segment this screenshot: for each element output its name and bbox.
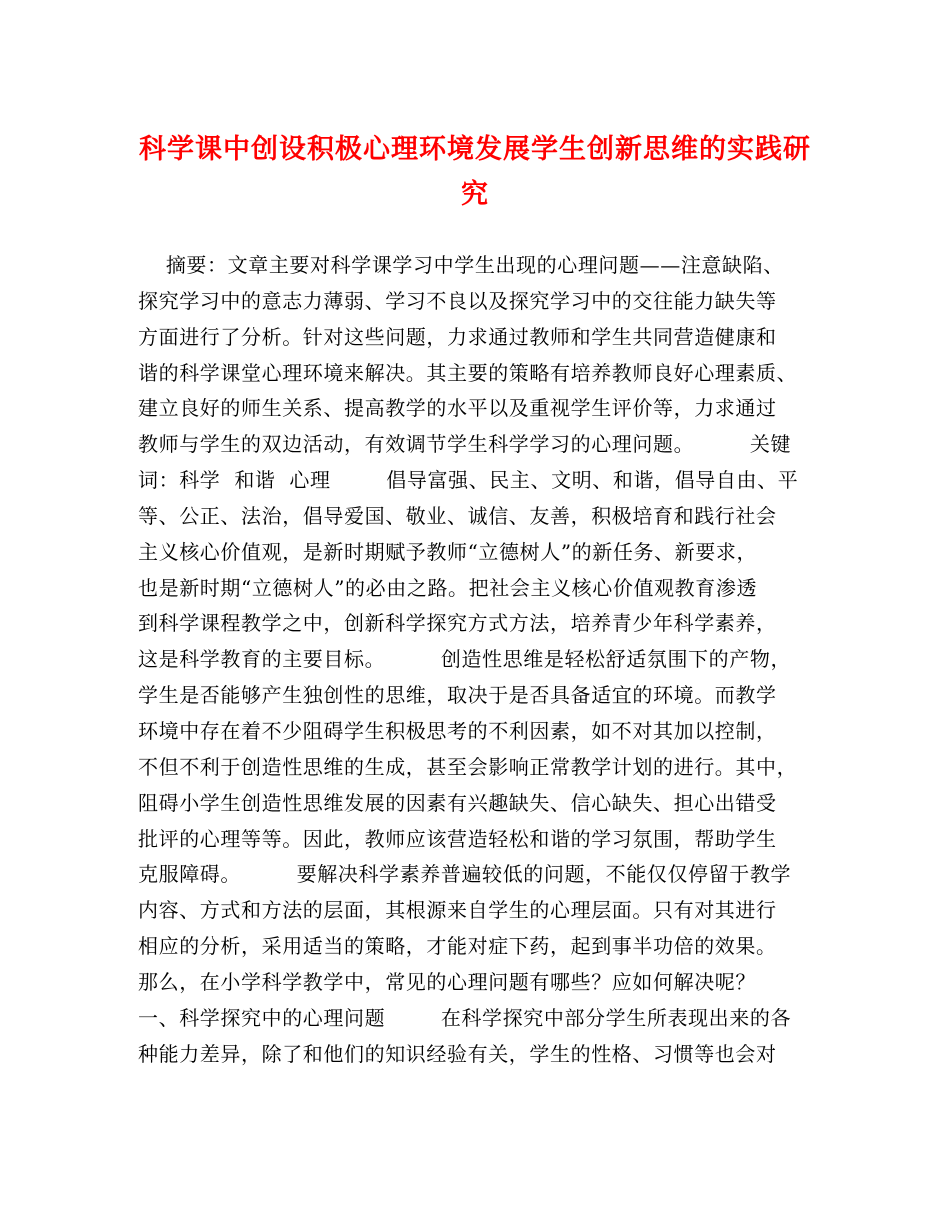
body-line: 到科学课程教学之中，创新科学探究方式方法，培养青少年科学素养，: [138, 611, 777, 636]
body-line: 阻碍小学生创造性思维发展的因素有兴趣缺失、信心缺失、担心出错受: [138, 790, 777, 815]
body-line: 环境中存在着不少阻碍学生积极思考的不利因素，如不对其加以控制，: [138, 718, 777, 743]
body-line: 建立良好的师生关系、提高教学的水平以及重视学生评价等，力求通过: [138, 396, 777, 421]
body-line: 词：科学 和谐 心理 倡导富强、民主、文明、和谐，倡导自由、平: [138, 468, 799, 493]
body-line: 种能力差异，除了和他们的知识经验有关，学生的性格、习惯等也会对: [138, 1041, 777, 1066]
document-title-line-1: 科学课中创设积极心理环境发展学生创新思维的实践研: [139, 134, 811, 165]
body-line: 学生是否能够产生独创性的思维，取决于是否具备适宜的环境。而教学: [138, 683, 777, 708]
body-line: 主义核心价值观，是新时期赋予教师“立德树人”的新任务、新要求，: [138, 539, 758, 564]
body-line: 谐的科学课堂心理环境来解决。其主要的策略有培养教师良好心理素质、: [138, 360, 798, 385]
body-line: 一、科学探究中的心理问题 在科学探究中部分学生所表现出来的各: [138, 1005, 792, 1030]
body-line: 批评的心理等等。因此，教师应该营造轻松和谐的学习氛围，帮助学生: [138, 826, 777, 851]
body-line: 内容、方式和方法的层面，其根源来自学生的心理层面。只有对其进行: [138, 898, 777, 923]
body-line: 相应的分析，采用适当的策略，才能对症下药，起到事半功倍的效果。: [138, 934, 777, 959]
document-title-line-2: 究: [461, 179, 489, 210]
body-line: 也是新时期“立德树人”的必由之路。把社会主义核心价值观教育渗透: [138, 575, 758, 600]
body-line: 不但不利于创造性思维的生成，甚至会影响正常教学计划的进行。其中，: [138, 754, 798, 779]
body-line: 克服障碍。 要解决科学素养普遍较低的问题，不能仅仅停留于教学: [138, 862, 792, 887]
body-line: 这是科学教育的主要目标。 创造性思维是轻松舒适氛围下的产物，: [138, 647, 792, 672]
body-line: 摘要：文章主要对科学课学习中学生出现的心理问题——注意缺陷、: [138, 253, 784, 277]
body-line: 那么，在小学科学教学中，常见的心理问题有哪些？应如何解决呢？: [138, 969, 756, 994]
body-line: 探究学习中的意志力薄弱、学习不良以及探究学习中的交往能力缺失等: [138, 288, 777, 313]
body-line: 等、公正、法治，倡导爱国、敬业、诚信、友善，积极培育和践行社会: [138, 503, 777, 528]
document-body: [138, 248, 828, 1072]
body-line: 教师与学生的双边活动，有效调节学生科学学习的心理问题。 关键: [138, 432, 792, 457]
body-line: 方面进行了分析。针对这些问题，力求通过教师和学生共同营造健康和: [138, 324, 777, 349]
